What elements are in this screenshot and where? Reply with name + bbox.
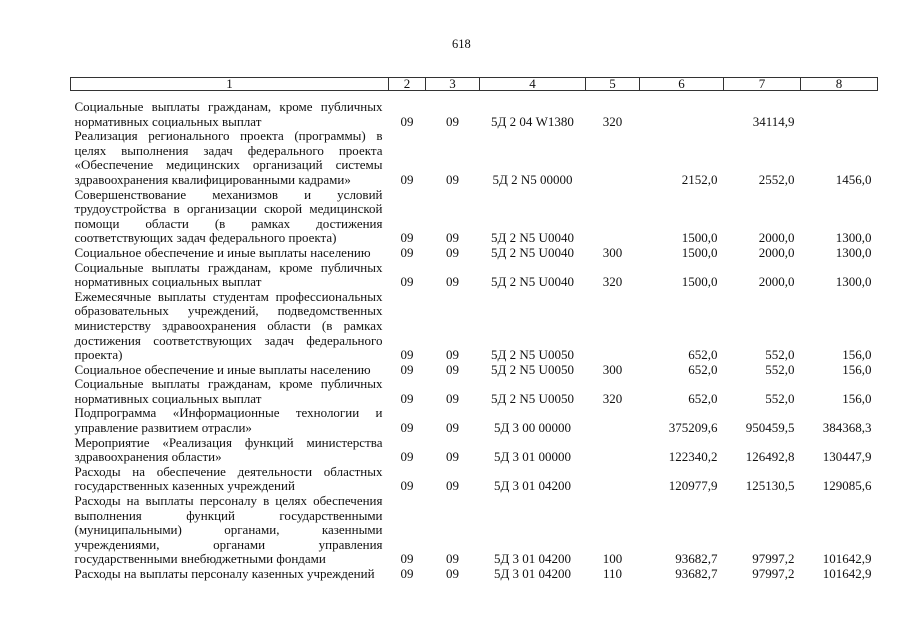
subsection-cell: 09 bbox=[446, 551, 459, 567]
subsection-cell: 09 bbox=[446, 449, 459, 465]
amount-col6-cell: 93682,7 bbox=[675, 566, 718, 581]
section-cell: 09 bbox=[400, 347, 414, 363]
target-article-cell: 5Д 2 04 W1380 bbox=[491, 113, 574, 129]
expense-type-cell: 300 bbox=[602, 361, 623, 377]
description-cell: Реализация регионального проекта (программы) в целях выполнения задач федерального проекта «Обеспечение медицинских организаций системы здравоохранения квалифицированными кадрами» bbox=[74, 128, 383, 187]
section-cell: 09 bbox=[400, 420, 414, 436]
subsection-cell: 09 bbox=[446, 274, 459, 290]
header-col-3: 3 bbox=[426, 78, 480, 91]
amount-col6-cell: 652,0 bbox=[688, 361, 718, 377]
subsection-cell: 09 bbox=[446, 361, 459, 377]
section-cell: 09 bbox=[400, 361, 414, 377]
section-cell: 09 bbox=[400, 274, 414, 290]
table-row bbox=[71, 246, 878, 261]
description-cell: Социальные выплаты гражданам, кроме публичных нормативных социальных выплат bbox=[74, 99, 383, 129]
description-cell: Социальные выплаты гражданам, кроме публичных нормативных социальных выплат bbox=[74, 376, 383, 406]
amount-col7-cell: 552,0 bbox=[765, 347, 795, 363]
amount-col6-cell: 1500,0 bbox=[681, 230, 718, 246]
expense-type-cell: 320 bbox=[602, 113, 623, 129]
amount-col8-cell: 384368,3 bbox=[822, 420, 872, 436]
target-article-cell: 5Д 2 N5 U0050 bbox=[491, 361, 574, 377]
expense-type-cell bbox=[586, 465, 640, 494]
amount-col7-cell: 34114,9 bbox=[752, 113, 795, 129]
header-col-6: 6 bbox=[640, 78, 724, 91]
header-col-4: 4 bbox=[480, 78, 586, 91]
section-cell: 09 bbox=[400, 478, 414, 494]
amount-col8-cell: 1300,0 bbox=[835, 274, 872, 290]
description-cell: Расходы на обеспечение деятельности областных государственных казенных учреждений bbox=[74, 463, 383, 494]
header-col-5: 5 bbox=[586, 78, 640, 91]
target-article-cell: 5Д 2 N5 U0040 bbox=[491, 274, 574, 290]
expense-type-cell: 320 bbox=[602, 274, 623, 290]
subsection-cell: 09 bbox=[446, 244, 459, 260]
amount-col7-cell: 126492,8 bbox=[745, 449, 795, 465]
amount-col7-cell: 2000,0 bbox=[758, 274, 795, 290]
expense-type-cell bbox=[586, 290, 640, 363]
subsection-cell: 09 bbox=[446, 478, 459, 494]
section-cell: 09 bbox=[400, 230, 414, 246]
amount-col6-cell: 652,0 bbox=[688, 347, 718, 363]
subsection-cell: 09 bbox=[446, 420, 459, 436]
table-row bbox=[71, 363, 878, 378]
amount-col8-cell: 130447,9 bbox=[822, 449, 872, 465]
budget-table bbox=[70, 77, 878, 582]
amount-col7-cell: 2000,0 bbox=[758, 230, 795, 246]
table-row bbox=[71, 406, 878, 435]
target-article-cell: 5Д 3 00 00000 bbox=[493, 420, 572, 436]
expense-type-cell: 100 bbox=[602, 551, 623, 567]
table-row bbox=[71, 91, 878, 130]
amount-col8-cell: 156,0 bbox=[842, 361, 872, 377]
amount-col8-cell bbox=[801, 91, 878, 130]
description-cell: Расходы на выплаты персоналу казенных учреждений bbox=[74, 566, 375, 581]
amount-col7-cell: 97997,2 bbox=[752, 566, 795, 581]
amount-col6-cell: 120977,9 bbox=[668, 478, 718, 494]
header-col-1: 1 bbox=[71, 78, 389, 91]
amount-col8-cell: 101642,9 bbox=[822, 566, 872, 581]
page-number: 618 bbox=[452, 37, 471, 51]
amount-col7-cell: 2552,0 bbox=[758, 171, 795, 187]
table-row bbox=[71, 436, 878, 465]
target-article-cell: 5Д 2 N5 U0050 bbox=[491, 390, 574, 406]
expense-type-cell bbox=[586, 129, 640, 187]
table-row bbox=[71, 567, 878, 582]
amount-col6-cell bbox=[640, 91, 724, 130]
section-cell: 09 bbox=[400, 390, 414, 406]
subsection-cell: 09 bbox=[446, 230, 459, 246]
amount-col7-cell: 552,0 bbox=[765, 390, 795, 406]
amount-col6-cell: 93682,7 bbox=[675, 551, 718, 567]
expense-type-cell bbox=[586, 436, 640, 465]
target-article-cell: 5Д 3 01 04200 bbox=[493, 566, 572, 581]
amount-col6-cell: 375209,6 bbox=[668, 420, 718, 436]
header-col-8: 8 bbox=[801, 78, 878, 91]
section-cell: 09 bbox=[400, 449, 414, 465]
description-cell: Социальное обеспечение и иные выплаты населению bbox=[74, 244, 371, 260]
section-cell: 09 bbox=[400, 244, 414, 260]
description-cell: Социальное обеспечение и иные выплаты населению bbox=[74, 361, 371, 377]
expense-type-cell: 110 bbox=[602, 566, 623, 581]
amount-col8-cell: 156,0 bbox=[842, 390, 872, 406]
subsection-cell: 09 bbox=[446, 390, 459, 406]
target-article-cell: 5Д 2 N5 U0040 bbox=[491, 244, 574, 260]
amount-col8-cell: 1300,0 bbox=[835, 230, 872, 246]
expense-type-cell bbox=[586, 406, 640, 435]
expense-type-cell: 320 bbox=[602, 390, 623, 406]
amount-col6-cell: 652,0 bbox=[688, 390, 718, 406]
amount-col8-cell: 1300,0 bbox=[835, 244, 872, 260]
header-col-7: 7 bbox=[724, 78, 801, 91]
amount-col8-cell: 156,0 bbox=[842, 347, 872, 363]
header-col-2: 2 bbox=[389, 78, 426, 91]
amount-col6-cell: 122340,2 bbox=[668, 449, 718, 465]
table-row bbox=[71, 261, 878, 290]
description-cell: Подпрограмма «Информационные технологии и управление развитием отрасли» bbox=[74, 405, 383, 436]
target-article-cell: 5Д 3 01 04200 bbox=[493, 478, 572, 494]
amount-col7-cell: 125130,5 bbox=[745, 478, 795, 494]
table-row bbox=[71, 494, 878, 567]
amount-col7-cell: 2000,0 bbox=[758, 244, 795, 260]
subsection-cell: 09 bbox=[446, 566, 459, 581]
amount-col6-cell: 1500,0 bbox=[681, 244, 718, 260]
subsection-cell: 09 bbox=[446, 113, 459, 129]
table-row bbox=[71, 290, 878, 363]
section-cell: 09 bbox=[400, 113, 414, 129]
section-cell: 09 bbox=[400, 566, 414, 581]
section-cell: 09 bbox=[400, 551, 414, 567]
table-row bbox=[71, 129, 878, 187]
header-row bbox=[71, 78, 878, 91]
subsection-cell: 09 bbox=[446, 347, 459, 363]
description-cell: Расходы на выплаты персоналу в целях обеспечения выполнения функций государственными (муниципальными) органами, казенными учреждениями, органами управления государственными внебюджетными фондами bbox=[74, 493, 383, 567]
amount-col8-cell: 1456,0 bbox=[835, 171, 872, 187]
target-article-cell: 5Д 2 N5 U0050 bbox=[491, 347, 574, 363]
table-row bbox=[71, 188, 878, 246]
target-article-cell: 5Д 3 01 04200 bbox=[493, 551, 572, 567]
amount-col7-cell: 950459,5 bbox=[745, 420, 795, 436]
expense-type-cell: 300 bbox=[602, 244, 623, 260]
target-article-cell: 5Д 3 01 00000 bbox=[493, 449, 572, 465]
section-cell: 09 bbox=[400, 171, 414, 187]
target-article-cell: 5Д 2 N5 U0040 bbox=[491, 230, 574, 246]
description-cell: Мероприятие «Реализация функций министерства здравоохранения области» bbox=[74, 434, 383, 465]
description-cell: Ежемесячные выплаты студентам профессиональных образовательных учреждений, подведомственных министерству здравоохранения области (в рамках достижения соответствующих задач федерального проекта) bbox=[74, 288, 383, 363]
amount-col7-cell: 552,0 bbox=[765, 361, 795, 377]
table-row bbox=[71, 377, 878, 406]
amount-col6-cell: 1500,0 bbox=[681, 274, 718, 290]
target-article-cell: 5Д 2 N5 00000 bbox=[492, 171, 573, 187]
amount-col8-cell: 129085,6 bbox=[822, 478, 872, 494]
table-row bbox=[71, 465, 878, 494]
subsection-cell: 09 bbox=[446, 171, 459, 187]
expense-type-cell bbox=[586, 188, 640, 246]
amount-col6-cell: 2152,0 bbox=[681, 171, 718, 187]
description-cell: Совершенствование механизмов и условий трудоустройства в организации скорой медицинской помощи области (в рамках достижения соответствующих задач федерального проекта) bbox=[74, 186, 383, 246]
description-cell: Социальные выплаты гражданам, кроме публичных нормативных социальных выплат bbox=[74, 259, 383, 290]
amount-col7-cell: 97997,2 bbox=[752, 551, 795, 567]
amount-col8-cell: 101642,9 bbox=[822, 551, 872, 567]
